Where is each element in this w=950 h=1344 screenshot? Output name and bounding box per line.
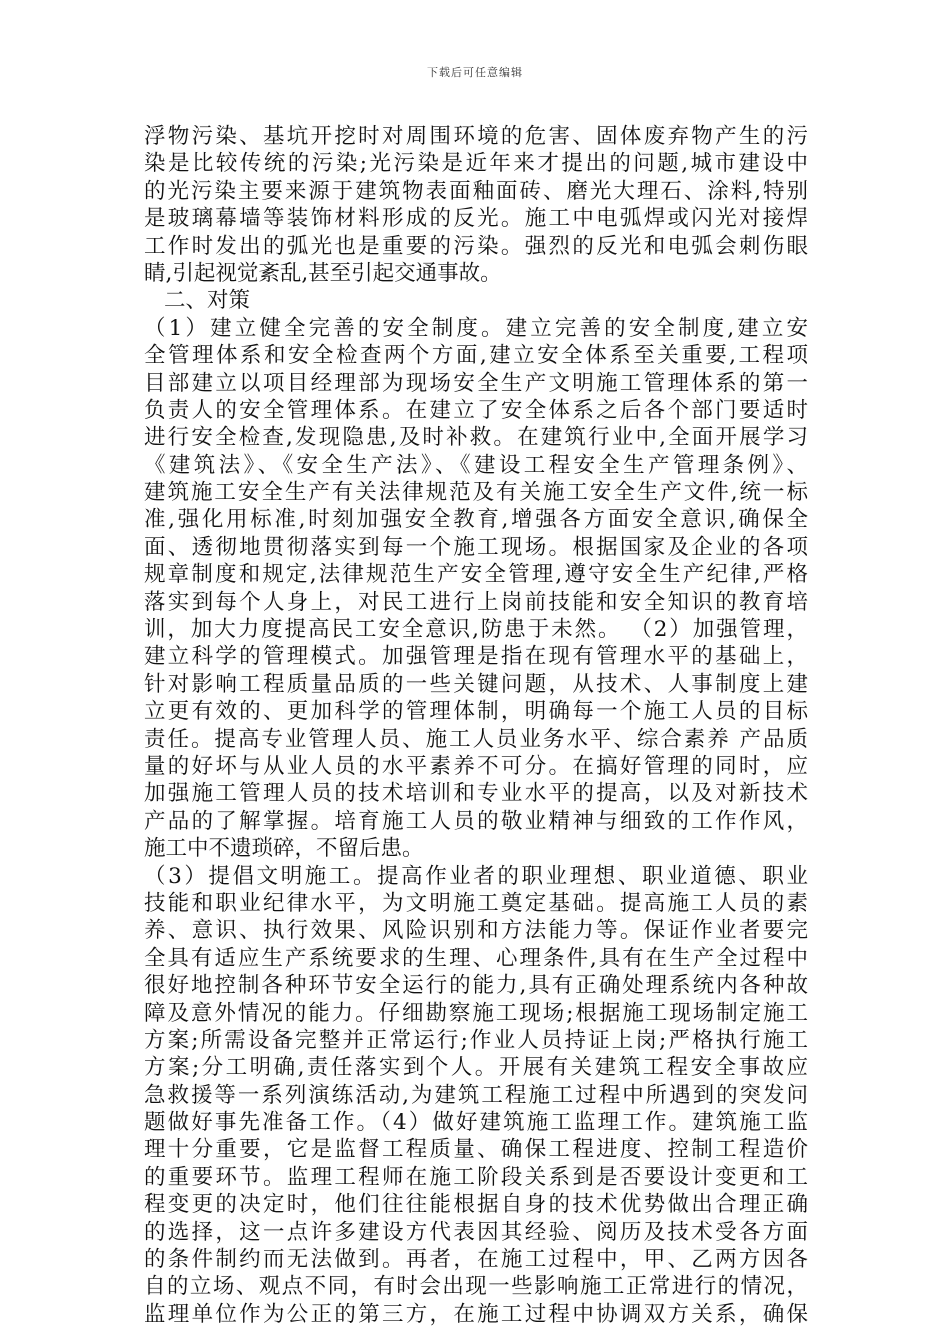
- text-line: 《建筑法》、《安全生产法》、《建设工程安全生产管理条例》、: [144, 452, 808, 478]
- text-line: （1）建立健全完善的安全制度。建立完善的安全制度,建立安: [144, 315, 808, 341]
- text-line: 方案;所需设备完整并正常运行;作业人员持证上岗;严格执行施工: [144, 1027, 808, 1053]
- text-line: 训，加大力度提高民工安全意识,防患于未然。 （2）加强管理，: [144, 617, 808, 643]
- text-line: 目部建立以项目经理部为现场安全生产文明施工管理体系的第一: [144, 370, 808, 396]
- text-line: 理十分重要，它是监督工程质量、确保工程进度、控制工程造价: [144, 1137, 808, 1163]
- text-line: 养、意识、执行效果、风险识别和方法能力等。保证作业者要完: [144, 918, 808, 944]
- text-line: 技能和职业纪律水平，为文明施工奠定基础。提高施工人员的素: [144, 890, 808, 916]
- text-line: 的光污染主要来源于建筑物表面釉面砖、磨光大理石、涂料,特别: [144, 178, 808, 204]
- text-line: 面、透彻地贯彻落实到每一个施工现场。根据国家及企业的各项: [144, 534, 808, 560]
- text-line: 全具有适应生产系统要求的生理、心理条件,具有在生产全过程中: [144, 945, 808, 971]
- text-line: 施工中不遗琐碎，不留后患。: [144, 836, 424, 862]
- text-line: 落实到每个人身上，对民工进行上岗前技能和安全知识的教育培: [144, 589, 808, 615]
- text-line: 题做好事先准备工作。（4）做好建筑施工监理工作。建筑施工监: [144, 1110, 808, 1136]
- document-body: [144, 123, 808, 1328]
- text-line: 是玻璃幕墙等装饰材料形成的反光。施工中电弧焊或闪光对接焊: [144, 206, 808, 232]
- text-line: 进行安全检查,发现隐患,及时补救。在建筑行业中,全面开展学习: [144, 425, 808, 451]
- text-line: 工作时发出的弧光也是重要的污染。强烈的反光和电弧会刺伤眼: [144, 233, 808, 259]
- text-line: 量的好坏与从业人员的水平素养不可分。在搞好管理的同时，应: [144, 753, 808, 779]
- section-heading: 二、对策: [164, 288, 251, 314]
- text-line: 加强施工管理人员的技术培训和专业水平的提高，以及对新技术: [144, 781, 808, 807]
- text-line: 负责人的安全管理体系。在建立了安全体系之后各个部门要适时: [144, 397, 808, 423]
- text-line: 很好地控制各种环节安全运行的能力,具有正确处理系统内各种故: [144, 973, 808, 999]
- text-line: 立更有效的、更加科学的管理体制，明确每一个施工人员的目标: [144, 699, 808, 725]
- text-line: 的条件制约而无法做到。再者，在施工过程中，甲、乙两方因各: [144, 1247, 808, 1273]
- text-line: 急救援等一系列演练活动,为建筑工程施工过程中所遇到的突发问: [144, 1082, 808, 1108]
- text-line: （3）提倡文明施工。提高作业者的职业理想、职业道德、职业: [144, 863, 808, 889]
- text-line: 障及意外情况的能力。仔细勘察施工现场;根据施工现场制定施工: [144, 1000, 808, 1026]
- text-line: 建筑施工安全生产有关法律规范及有关施工安全生产文件,统一标: [144, 480, 808, 506]
- text-line: 产品的了解掌握。培育施工人员的敬业精神与细致的工作作风，: [144, 808, 808, 834]
- text-line: 的重要环节。监理工程师在施工阶段关系到是否要设计变更和工: [144, 1164, 808, 1190]
- text-line: 准,强化用标准,时刻加强安全教育,增强各方面安全意识,确保全: [144, 507, 808, 533]
- text-line: 程变更的决定时，他们往往能根据自身的技术优势做出合理正确: [144, 1192, 808, 1218]
- text-line: 睛,引起视觉紊乱,甚至引起交通事故。: [144, 260, 502, 286]
- text-line: 自的立场、观点不同，有时会出现一些影响施工正常进行的情况，: [144, 1274, 808, 1300]
- text-line: 浮物污染、基坑开挖时对周围环境的危害、固体废弃物产生的污: [144, 124, 808, 149]
- text-line: 染是比较传统的污染;光污染是近年来才提出的问题,城市建设中: [144, 151, 808, 177]
- text-line: 全管理体系和安全检查两个方面,建立安全体系至关重要,工程项: [144, 343, 808, 369]
- text-line: 方案;分工明确,责任落实到个人。开展有关建筑工程安全事故应: [144, 1055, 808, 1081]
- text-line: 规章制度和规定,法律规范生产安全管理,遵守安全生产纪律,严格: [144, 562, 808, 588]
- text-line: 监理单位作为公正的第三方，在施工过程中协调双方关系，确保: [144, 1301, 808, 1327]
- text-line: 责任。提高专业管理人员、施工人员业务水平、综合素养 产品质: [144, 726, 808, 752]
- text-line: 针对影响工程质量品质的一些关键问题，从技术、人事制度上建: [144, 671, 808, 697]
- text-line: 建立科学的管理模式。加强管理是指在现有管理水平的基础上，: [144, 644, 808, 670]
- text-line: 的选择，这一点许多建设方代表因其经验、阅历及技术受各方面: [144, 1219, 808, 1245]
- page-header: 下载后可任意编辑: [427, 66, 523, 79]
